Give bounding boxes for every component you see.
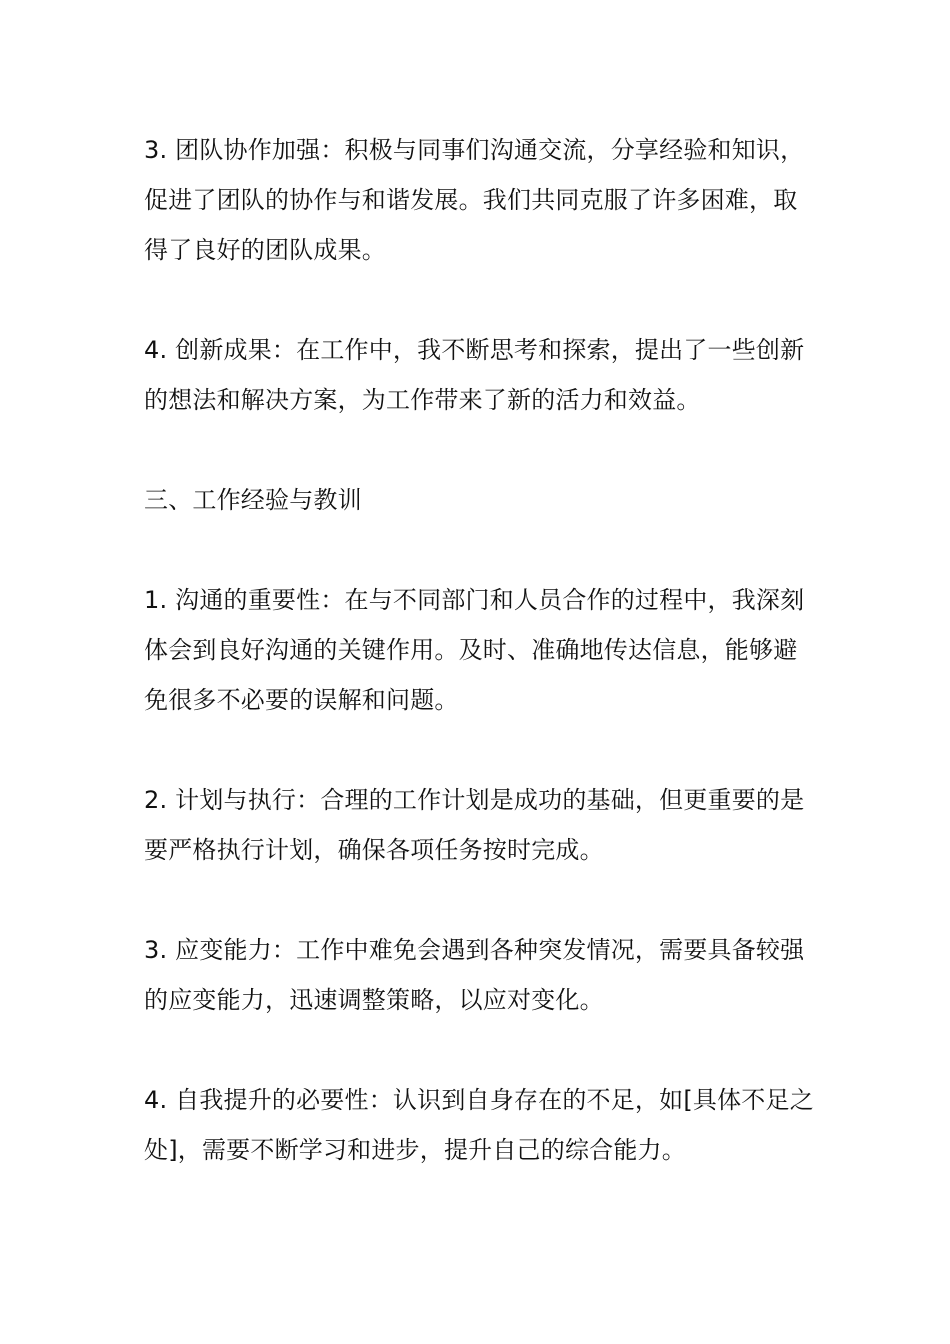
paragraph-self-improvement <box>144 1075 814 1175</box>
text-line: 要严格执行计划，确保各项任务按时完成。 <box>144 836 604 864</box>
text-line: 得了良好的团队成果。 <box>144 236 386 264</box>
text-line: 的想法和解决方案，为工作带来了新的活力和效益。 <box>144 386 701 414</box>
text-line: 体会到良好沟通的关键作用。及时、准确地传达信息，能够避 <box>144 636 798 664</box>
text-line: 4. 创新成果：在工作中，我不断思考和探索，提出了一些创新 <box>144 336 805 364</box>
text-line: 3. 团队协作加强：积极与同事们沟通交流，分享经验和知识， <box>144 136 805 164</box>
paragraph-team-collaboration <box>144 125 814 275</box>
paragraph-communication <box>144 575 814 725</box>
heading-text: 三、工作经验与教训 <box>144 486 362 514</box>
text-line: 促进了团队的协作与和谐发展。我们共同克服了许多困难，取 <box>144 186 798 214</box>
paragraph-planning-execution <box>144 775 814 875</box>
text-line: 处]，需要不断学习和进步，提升自己的综合能力。 <box>144 1136 686 1164</box>
text-line: 的应变能力，迅速调整策略，以应对变化。 <box>144 986 604 1014</box>
section-heading <box>144 475 814 525</box>
paragraph-adaptability <box>144 925 814 1025</box>
paragraph-innovation-results <box>144 325 814 425</box>
text-line: 免很多不必要的误解和问题。 <box>144 686 459 714</box>
text-line: 1. 沟通的重要性：在与不同部门和人员合作的过程中，我深刻 <box>144 586 805 614</box>
text-line: 3. 应变能力：工作中难免会遇到各种突发情况，需要具备较强 <box>144 936 805 964</box>
text-line: 4. 自我提升的必要性：认识到自身存在的不足，如[具体不足之 <box>144 1086 814 1114</box>
text-line: 2. 计划与执行：合理的工作计划是成功的基础，但更重要的是 <box>144 786 805 814</box>
